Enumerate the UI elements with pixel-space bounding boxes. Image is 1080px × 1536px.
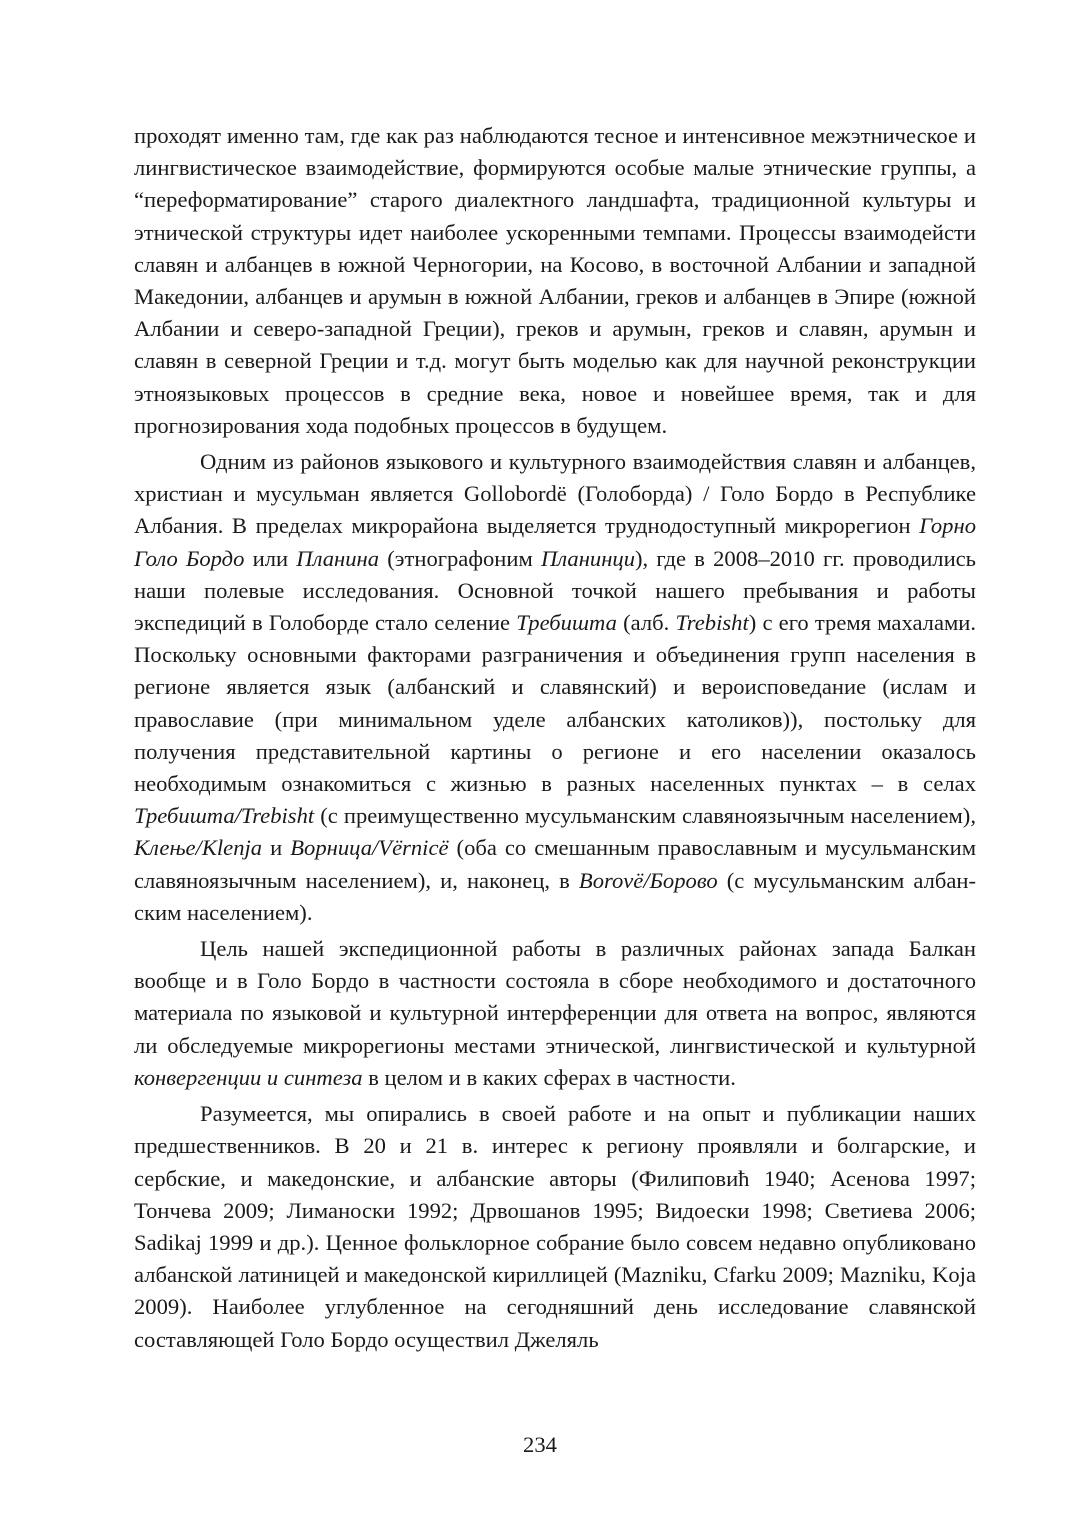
italic-term: Требишта <box>516 610 617 636</box>
text-run: (этнографоним <box>379 545 541 571</box>
italic-term: Trebisht <box>675 610 749 636</box>
italic-term: Планина <box>296 545 380 571</box>
page-number: 234 <box>523 1432 557 1457</box>
italic-term: Ворница/Vërnicë <box>290 835 449 861</box>
text-run: (оба со смешанным православным и мусульманским славяноязычным населением), и, наконец, в <box>134 835 977 893</box>
text-run: в целом и в каких сферах в частности. <box>362 1064 736 1090</box>
italic-term: Горно Голо Бордо <box>134 513 976 571</box>
text-run: (алб. <box>616 610 676 636</box>
paragraph-1 <box>134 120 976 442</box>
text-run: ), где в 2008–2010 гг. проводились наши полевые исследования. Основной точкой нашего пребывания и работы экспедиций в Голоборде стало селение <box>134 545 976 636</box>
italic-term: Планинци <box>540 545 636 571</box>
text-run: проходят именно там, где как раз наблюдаются тесное и интенсивное межэтническое и лингвистическое взаимодействие, формируются особые малые этнические группы, а “переформатирование” старого диалектного ландшафта, традиционной культуры и этнической структуры идет наиболее ускоренными темпами. Процессы взаимодейсти славян и албанцев в южной Черногории, на Косово, в восточной Албании и западной Македонии, албанцев и арумын в южной Албании, греков и албанцев в Эпире (южной Албании и северо-западной Греции), греков и арумын, греков и славян, арумын и славян в северной Греции и т.д. могут быть моделью как для научной реконструкции этноязыковых процессов в средние века, новое и новейшее время, так и для прогнозирования хода подобных процессов в будущем. <box>134 123 976 438</box>
italic-term: Borovë/Борово <box>578 867 718 893</box>
page-body <box>134 120 976 1360</box>
paragraph-2 <box>134 446 976 929</box>
text-run: Цель нашей экспедиционной работы в различных районах запада Балкан вообще и в Голо Бордо в частности состояла в сборе необходимого и достаточного материала по языковой и культурной интерференции для ответа на вопрос, являются ли обследуемые микрорегионы местами этнической, лингвистической и культурной <box>134 936 976 1058</box>
text-run: и <box>262 835 291 861</box>
text-run: или <box>244 545 297 571</box>
text-run: (с мусульманским албанским населением). <box>134 867 976 925</box>
italic-term: конвергенции и синтеза <box>134 1064 363 1090</box>
italic-term: , Клење/Klenja <box>134 803 976 861</box>
text-run: Разумеется, мы опирались в своей работе и на опыт и публикации наших предшественников. В 20 и 21 в. интерес к региону проявляли и болгарские, и сербские, и македонские, и албанские авторы (Филиповић 1940; Асенова 1997; Тончева 2009; Лиманоски 1992; Дрвошанов 1995; Видоески 1998; Светиева 2006; Sadikaj 1999 и др.). Ценное фольклорное собрание было совсем недавно опубликовано албанской латиницей и македонской кириллицей (Mazniku, Cfarku 2009; Mazniku, Koja 2009). Наиболее углубленное на сегодняшний день исследование славянской составляющей Голо Бордо осуществил Джеляль <box>134 1101 976 1352</box>
text-run: ) с его тремя махалами. Поскольку основными факторами разграничения и объединения групп населения в регионе является язык (албанский и славянский) и вероисповедание (ислам и православие (при минимальном уделе албанских католиков)), постольку для получения представительной картины о регионе и его населении оказалось необходимым ознакомиться с жизнью в разных населенных пунктах – в селах <box>134 610 977 797</box>
paragraph-4 <box>134 1098 976 1356</box>
text-run: (с преимущественно мусульманским славяноязычным населением) <box>314 803 971 829</box>
italic-term: Требишта/Trebisht <box>134 803 315 829</box>
text-run: Одним из районов языкового и культурного взаимодействия славян и албанцев, христиан и мусульман является Gollobordë (Голоборда) / Голо Бордо в Республике Албания. В пределах микрорайона выделяется труднодоступный микрорегион <box>134 449 976 539</box>
paragraph-3 <box>134 933 976 1094</box>
